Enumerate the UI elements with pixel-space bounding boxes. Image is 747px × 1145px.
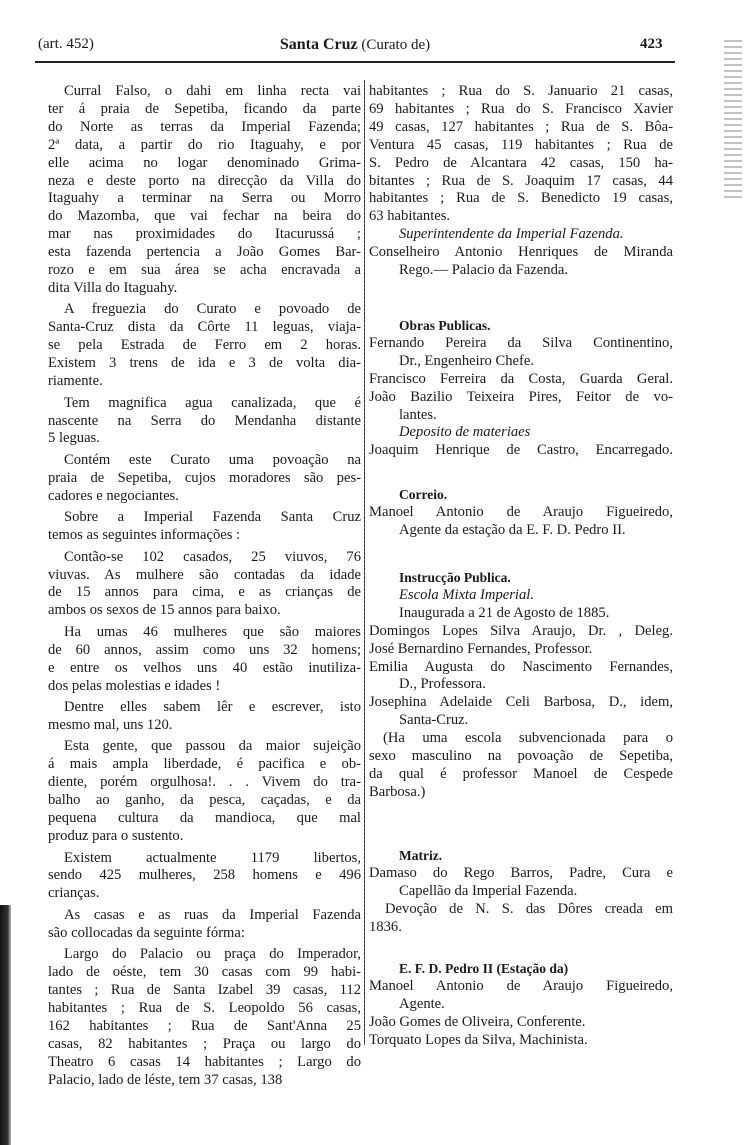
instrucao-line: Domingos Lopes Silva Araujo, Dr. , Deleg. [369,622,673,639]
text-line: dita Villa do Itaguahy. [48,279,178,296]
obras-line: lantes. [399,406,437,423]
header-rule [35,61,675,63]
paragraph [48,395,361,449]
superintendent-line: Conselheiro Antonio Henriques de Miranda [369,243,673,260]
text-line: de 60 annos, assim como uns 32 homens; [48,641,361,658]
correio-section [369,486,673,540]
text-line: e entre os velhos uns 40 estão inutiliza- [48,659,361,676]
instrucao-heading: Instrucção Publica. [399,570,511,585]
text-line: diente, porém orgulhosa!. . . Vivem do tra- [48,774,361,791]
text-line: nascente na Serra do Mendanha distante [48,412,361,429]
paragraph [48,83,361,298]
text-line: dos pelas molestias e idades ! [48,677,221,694]
matriz-heading: Matriz. [399,848,443,863]
efd-section [369,960,673,1050]
school-name: Escola Mixta Imperial. [399,586,534,603]
paragraph [48,699,361,735]
obras-line: Dr., Engenheiro Chefe. [399,352,534,369]
text-line: Existem actualmente 1179 libertos, [64,849,361,866]
school-inaugurated: Inaugurada a 21 de Agosto de 1885. [399,604,610,621]
obras-line: Fernando Pereira da Silva Continentino, [369,334,673,351]
text-line: praia de Sepetiba, cujos moradores são pes- [48,469,361,486]
text-line: viuvas. As mulhere são contadas da idade [48,566,361,583]
text-line: pequena cultura da mandioca, que mal [48,810,361,827]
text-line: 2ª data, a partir do rio Itaguahy, e por [48,136,361,153]
text-line: habitantes ; Rua de S. Benedicto 19 casas, [369,190,673,207]
text-line: do Norte as terras da Imperial Fazenda; [48,118,361,135]
text-line: 5 leguas. [48,430,100,447]
text-line: 162 habitantes ; Rua de Sant'Anna 25 [48,1017,361,1034]
superintendent-heading: Superintendente da Imperial Fazenda. [399,226,624,242]
text-line: lado de oéste, tem 30 casas com 99 habi- [48,964,361,981]
text-line: Palacio, lado de léste, tem 37 casas, 138 [48,1071,283,1088]
paragraph [48,452,361,506]
text-line: rozo e em sua área se acha encravada a [48,262,361,279]
text-line: Largo do Palacio ou praça do Imperador, [64,946,361,963]
text-line: Santa-Cruz dista da Côrte 11 leguas, viaja- [48,319,361,336]
deposito-heading: Deposito de materiaes [399,424,531,441]
text-line: Contão-se 102 casados, 25 viuvos, 76 [64,548,361,565]
text-line: ambos os sexos de 15 annos para baixo. [48,602,281,619]
scan-artifact [0,905,11,1145]
obras-line: Francisco Ferreira da Costa, Guarda Geral. [369,370,673,387]
text-line: riamente. [48,373,103,390]
title-sub: (Curato de) [357,37,431,53]
superintendent-line: Rego.— Palacio da Fazenda. [399,261,568,278]
title-main: Santa Cruz [279,36,358,53]
obras-line: João Bazilio Teixeira Pires, Feitor de vo- [369,388,673,405]
matriz-line: Devoção de N. S. das Dôres creada em [385,900,673,917]
instrucao-line: D., Professora. [399,676,486,693]
text-line: neza e deste porto na direcção da Villa do [48,172,361,189]
text-line: são collocadas da seguinte fórma: [48,924,245,941]
page-title [0,36,710,54]
text-line: Curral Falso, o dahi em linha recta vai [64,83,361,99]
correio-line: Manoel Antonio de Araujo Figueiredo, [369,503,673,520]
paragraph [48,850,361,904]
correio-heading: Correio. [399,487,448,502]
text-line: crianças. [48,885,100,902]
streets-section [369,83,673,226]
efd-heading: E. F. D. Pedro II (Estação da) [399,961,569,976]
column-divider [364,80,365,1045]
text-line: de 15 annos para cima, e as crianças de [48,584,361,601]
paragraph [48,549,361,621]
instrucao-line: Santa-Cruz. [399,712,469,729]
text-line: Esta gente, que passou da maior sujeição [64,738,361,755]
text-line: elle acima no logar denominado Grima- [48,154,361,171]
text-line: tantes ; Rua de Santa Izabel 39 casas, 112 [48,982,361,999]
text-line: ter á praia de Sepetiba, ficando da parte [48,100,361,117]
instrucao-note: Barbosa.) [369,783,426,800]
obras-section [369,317,673,460]
text-line: balho ao ganho, da pesca, caçadas, e da [48,792,361,809]
matriz-section [369,847,673,937]
instrucao-line: José Bernardino Fernandes, Professor. [369,640,593,657]
text-line: A freguezia do Curato e povoado de [64,301,361,318]
efd-line: Manoel Antonio de Araujo Figueiredo, [369,977,673,994]
correio-line: Agente da estação da E. F. D. Pedro II. [399,521,626,538]
text-line: á mais ampla liberdade, é pacifica e ob- [48,756,361,773]
text-line: Itaguahy a terminar na Serra ou Morro [48,190,361,207]
text-line: produz para o sustento. [48,828,184,844]
paragraph [48,946,361,1089]
paragraph [48,907,361,943]
text-line: temos as seguintes informações : [48,527,241,544]
instrucao-line: Emilia Augusta do Nascimento Fernandes, [369,658,673,675]
text-line: Ventura 45 casas, 119 habitantes ; Rua de [369,136,673,153]
paragraph [48,301,361,391]
text-line: do Mazomba, que vai fechar na beira do [48,208,361,225]
paragraph [48,509,361,545]
paragraph [48,624,361,696]
text-line: esta fazenda pertencia a João Gomes Bar- [48,244,361,261]
text-line: Tem magnifica agua canalizada, que é [64,394,361,411]
text-line: sendo 425 mulheres, 258 homens e 496 [48,867,361,884]
text-line: Dentre elles sabem lêr e escrever, isto [64,699,361,716]
article-reference: (art. 452) [38,36,94,52]
matriz-line: 1836. [369,918,402,935]
left-column [48,83,361,1093]
text-line: habitantes ; Rua do S. Januario 21 casas, [369,83,673,99]
text-line: cadores e negociantes. [48,487,179,504]
obras-heading: Obras Publicas. [399,318,491,333]
instrucao-section [369,569,673,802]
deposito-line: Joaquim Henrique de Castro, Encarregado. [369,442,673,459]
scan-edge-noise [724,40,742,200]
instrucao-note: (Ha uma escola subvencionada para o [383,730,673,747]
paragraph [48,738,361,845]
superintendent-section [369,226,673,280]
matriz-line: Capellão da Imperial Fazenda. [399,882,578,899]
efd-line: Torquato Lopes da Silva, Machinista. [369,1031,588,1048]
text-line: 63 habitantes. [369,208,451,225]
text-line: Sobre a Imperial Fazenda Santa Cruz [64,509,361,526]
page-number: 423 [640,36,663,52]
text-line: Theatro 6 casas 14 habitantes ; Largo do [48,1053,361,1070]
text-line: mar nas proximidades do Itacurussá ; [48,226,361,243]
text-line: As casas e as ruas da Imperial Fazenda [64,906,361,923]
text-line: 69 habitantes ; Rua do S. Francisco Xavier [369,100,673,117]
text-line: Contém este Curato uma povoação na [64,451,361,468]
text-line: casas, 82 habitantes ; Praça ou largo do [48,1035,361,1052]
text-line: Existem 3 trens de ida e 3 de volta dia- [48,355,361,372]
matriz-line: Damaso do Rego Barros, Padre, Cura e [369,864,673,881]
instrucao-line: Josephina Adelaide Celi Barbosa, D., idem, [369,694,673,711]
efd-line: João Gomes de Oliveira, Conferente. [369,1013,586,1030]
text-line: 49 casas, 127 habitantes ; Rua de S. Bôa- [369,118,673,135]
text-line: habitantes ; Rua de S. Leopoldo 56 casas, [48,999,361,1016]
text-line: S. Pedro de Alcantara 42 casas, 150 ha- [369,154,673,171]
text-line: mesmo mal, uns 120. [48,716,173,733]
text-line: Ha umas 46 mulheres que são maiores [64,623,361,640]
instrucao-note: sexo masculino na povoação de Sepetiba, [369,748,673,765]
text-line: se pela Estrada de Ferro em 2 horas. [48,337,361,354]
text-line: bitantes ; Rua de S. Joaquim 17 casas, 44 [369,172,673,189]
instrucao-note: da qual é professor Manoel de Cespede [369,765,673,782]
efd-line: Agente. [399,995,445,1012]
